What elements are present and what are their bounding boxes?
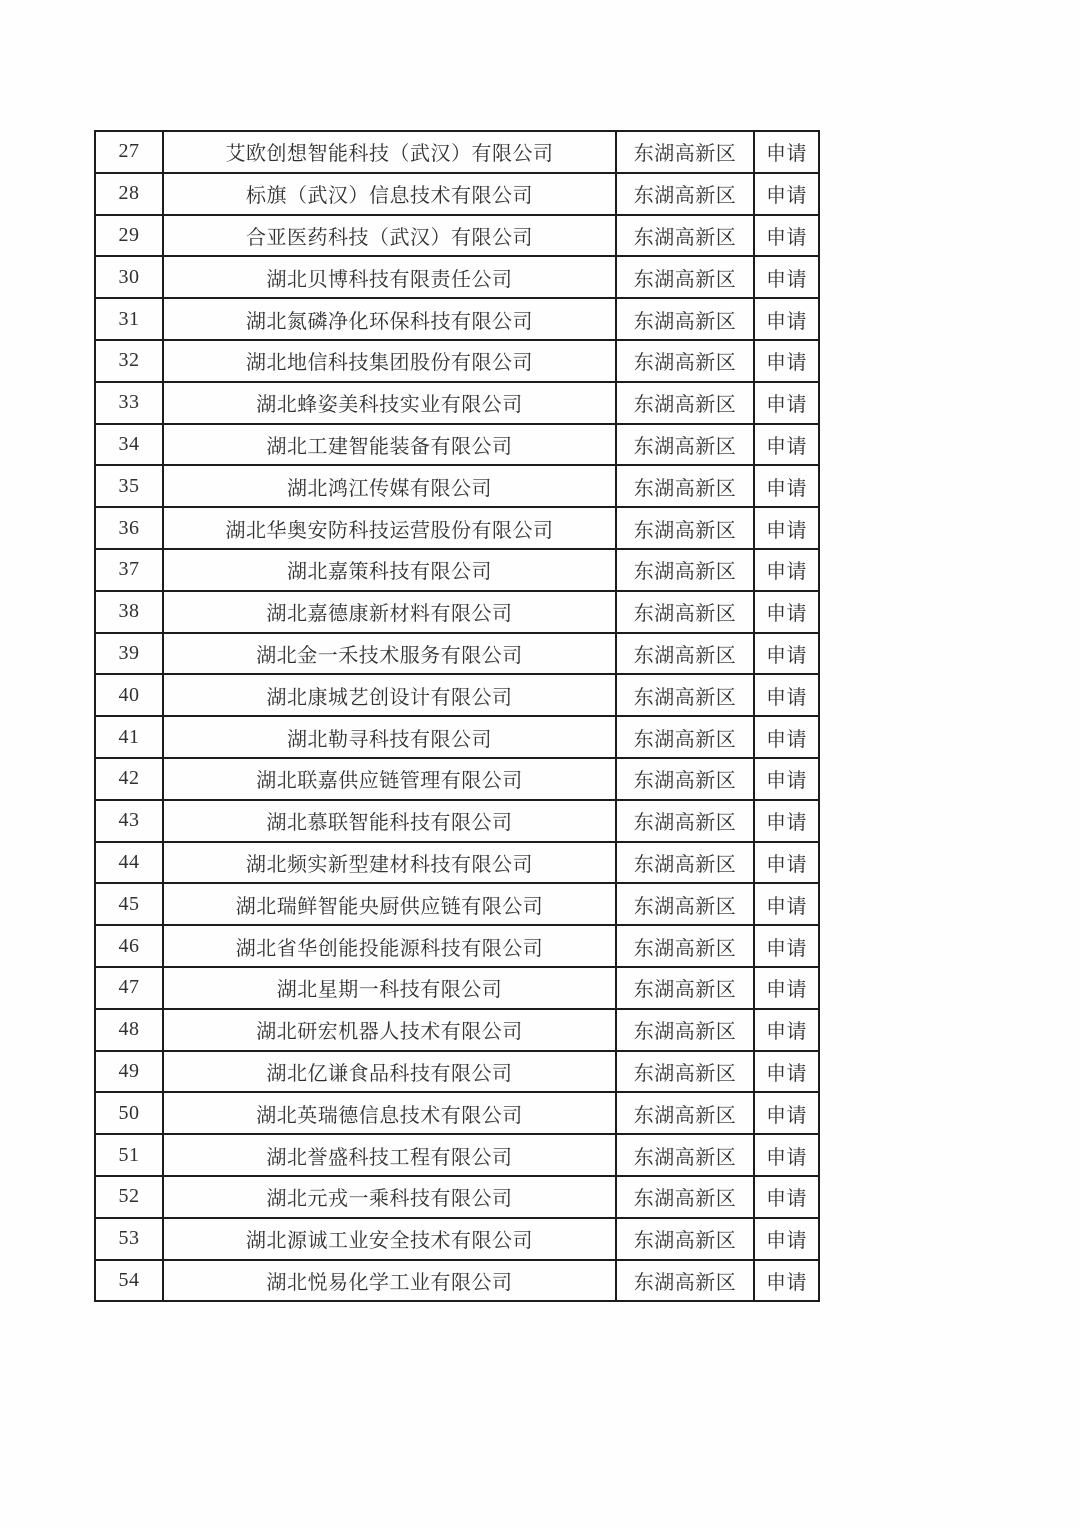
table-row: [95, 256, 819, 298]
row-number-cell: 35: [95, 465, 163, 507]
company-name-cell: 湖北星期一科技有限公司: [163, 967, 616, 1009]
district-cell: 东湖高新区: [616, 173, 754, 215]
company-name-cell: 湖北誉盛科技工程有限公司: [163, 1134, 616, 1176]
district-cell: 东湖高新区: [616, 382, 754, 424]
district-cell: 东湖高新区: [616, 1092, 754, 1134]
status-cell: 申请: [754, 758, 819, 800]
status-cell: 申请: [754, 800, 819, 842]
row-number-cell: 50: [95, 1092, 163, 1134]
company-name-cell: 湖北工建智能装备有限公司: [163, 424, 616, 466]
row-number-cell: 29: [95, 215, 163, 257]
status-cell: 申请: [754, 591, 819, 633]
company-name-cell: 湖北研宏机器人技术有限公司: [163, 1009, 616, 1051]
row-number-cell: 45: [95, 883, 163, 925]
district-cell: 东湖高新区: [616, 1218, 754, 1260]
table-row: [95, 883, 819, 925]
company-name-cell: 湖北频实新型建材科技有限公司: [163, 842, 616, 884]
table-row: [95, 1260, 819, 1302]
row-number-cell: 52: [95, 1176, 163, 1218]
status-cell: 申请: [754, 256, 819, 298]
district-cell: 东湖高新区: [616, 340, 754, 382]
table-row: [95, 633, 819, 675]
status-cell: 申请: [754, 298, 819, 340]
company-table: [94, 130, 820, 1302]
company-name-cell: 湖北华奥安防科技运营股份有限公司: [163, 507, 616, 549]
district-cell: 东湖高新区: [616, 465, 754, 507]
company-name-cell: 合亚医药科技（武汉）有限公司: [163, 215, 616, 257]
company-name-cell: 湖北亿谦食品科技有限公司: [163, 1051, 616, 1093]
company-name-cell: 湖北联嘉供应链管理有限公司: [163, 758, 616, 800]
row-number-cell: 54: [95, 1260, 163, 1302]
district-cell: 东湖高新区: [616, 1009, 754, 1051]
district-cell: 东湖高新区: [616, 883, 754, 925]
company-name-cell: 湖北金一禾技术服务有限公司: [163, 633, 616, 675]
table-row: [95, 1134, 819, 1176]
table-row: [95, 591, 819, 633]
row-number-cell: 46: [95, 925, 163, 967]
status-cell: 申请: [754, 925, 819, 967]
status-cell: 申请: [754, 633, 819, 675]
company-name-cell: 湖北英瑞德信息技术有限公司: [163, 1092, 616, 1134]
district-cell: 东湖高新区: [616, 549, 754, 591]
district-cell: 东湖高新区: [616, 1260, 754, 1302]
company-name-cell: 艾欧创想智能科技（武汉）有限公司: [163, 131, 616, 173]
table-row: [95, 674, 819, 716]
district-cell: 东湖高新区: [616, 215, 754, 257]
company-name-cell: 湖北悦易化学工业有限公司: [163, 1260, 616, 1302]
row-number-cell: 48: [95, 1009, 163, 1051]
status-cell: 申请: [754, 424, 819, 466]
district-cell: 东湖高新区: [616, 716, 754, 758]
district-cell: 东湖高新区: [616, 1176, 754, 1218]
row-number-cell: 47: [95, 967, 163, 1009]
table-row: [95, 298, 819, 340]
table-row: [95, 131, 819, 173]
status-cell: 申请: [754, 1009, 819, 1051]
district-cell: 东湖高新区: [616, 591, 754, 633]
status-cell: 申请: [754, 507, 819, 549]
company-name-cell: 标旗（武汉）信息技术有限公司: [163, 173, 616, 215]
table-row: [95, 215, 819, 257]
district-cell: 东湖高新区: [616, 758, 754, 800]
table-body: [95, 131, 819, 1301]
company-name-cell: 湖北蜂姿美科技实业有限公司: [163, 382, 616, 424]
row-number-cell: 51: [95, 1134, 163, 1176]
status-cell: 申请: [754, 1260, 819, 1302]
table-row: [95, 1051, 819, 1093]
district-cell: 东湖高新区: [616, 1051, 754, 1093]
district-cell: 东湖高新区: [616, 424, 754, 466]
row-number-cell: 27: [95, 131, 163, 173]
status-cell: 申请: [754, 842, 819, 884]
company-name-cell: 湖北地信科技集团股份有限公司: [163, 340, 616, 382]
status-cell: 申请: [754, 967, 819, 1009]
status-cell: 申请: [754, 1176, 819, 1218]
status-cell: 申请: [754, 1051, 819, 1093]
table-row: [95, 967, 819, 1009]
row-number-cell: 36: [95, 507, 163, 549]
row-number-cell: 43: [95, 800, 163, 842]
status-cell: 申请: [754, 173, 819, 215]
company-name-cell: 湖北康城艺创设计有限公司: [163, 674, 616, 716]
status-cell: 申请: [754, 340, 819, 382]
table-row: [95, 382, 819, 424]
district-cell: 东湖高新区: [616, 800, 754, 842]
district-cell: 东湖高新区: [616, 967, 754, 1009]
status-cell: 申请: [754, 382, 819, 424]
district-cell: 东湖高新区: [616, 842, 754, 884]
row-number-cell: 33: [95, 382, 163, 424]
status-cell: 申请: [754, 883, 819, 925]
district-cell: 东湖高新区: [616, 1134, 754, 1176]
row-number-cell: 39: [95, 633, 163, 675]
status-cell: 申请: [754, 1218, 819, 1260]
row-number-cell: 41: [95, 716, 163, 758]
table-row: [95, 465, 819, 507]
company-name-cell: 湖北嘉策科技有限公司: [163, 549, 616, 591]
row-number-cell: 49: [95, 1051, 163, 1093]
table-row: [95, 842, 819, 884]
company-name-cell: 湖北瑞鲜智能央厨供应链有限公司: [163, 883, 616, 925]
district-cell: 东湖高新区: [616, 925, 754, 967]
company-name-cell: 湖北元戎一乘科技有限公司: [163, 1176, 616, 1218]
status-cell: 申请: [754, 674, 819, 716]
company-name-cell: 湖北慕联智能科技有限公司: [163, 800, 616, 842]
row-number-cell: 44: [95, 842, 163, 884]
table-row: [95, 758, 819, 800]
table-row: [95, 925, 819, 967]
district-cell: 东湖高新区: [616, 256, 754, 298]
status-cell: 申请: [754, 215, 819, 257]
table-row: [95, 173, 819, 215]
row-number-cell: 37: [95, 549, 163, 591]
table-row: [95, 1092, 819, 1134]
row-number-cell: 40: [95, 674, 163, 716]
district-cell: 东湖高新区: [616, 507, 754, 549]
table-row: [95, 800, 819, 842]
row-number-cell: 38: [95, 591, 163, 633]
table-row: [95, 340, 819, 382]
company-name-cell: 湖北源诚工业安全技术有限公司: [163, 1218, 616, 1260]
status-cell: 申请: [754, 549, 819, 591]
row-number-cell: 32: [95, 340, 163, 382]
table-row: [95, 716, 819, 758]
status-cell: 申请: [754, 465, 819, 507]
district-cell: 东湖高新区: [616, 633, 754, 675]
row-number-cell: 53: [95, 1218, 163, 1260]
district-cell: 东湖高新区: [616, 298, 754, 340]
table-row: [95, 1009, 819, 1051]
table-row: [95, 1218, 819, 1260]
company-name-cell: 湖北勒寻科技有限公司: [163, 716, 616, 758]
row-number-cell: 42: [95, 758, 163, 800]
status-cell: 申请: [754, 131, 819, 173]
district-cell: 东湖高新区: [616, 674, 754, 716]
row-number-cell: 30: [95, 256, 163, 298]
status-cell: 申请: [754, 1092, 819, 1134]
company-name-cell: 湖北嘉德康新材料有限公司: [163, 591, 616, 633]
table-row: [95, 1176, 819, 1218]
company-name-cell: 湖北省华创能投能源科技有限公司: [163, 925, 616, 967]
row-number-cell: 34: [95, 424, 163, 466]
row-number-cell: 28: [95, 173, 163, 215]
status-cell: 申请: [754, 1134, 819, 1176]
status-cell: 申请: [754, 716, 819, 758]
table-row: [95, 549, 819, 591]
company-name-cell: 湖北氮磷净化环保科技有限公司: [163, 298, 616, 340]
table-row: [95, 424, 819, 466]
table-row: [95, 507, 819, 549]
company-name-cell: 湖北贝博科技有限责任公司: [163, 256, 616, 298]
district-cell: 东湖高新区: [616, 131, 754, 173]
row-number-cell: 31: [95, 298, 163, 340]
company-name-cell: 湖北鸿江传媒有限公司: [163, 465, 616, 507]
